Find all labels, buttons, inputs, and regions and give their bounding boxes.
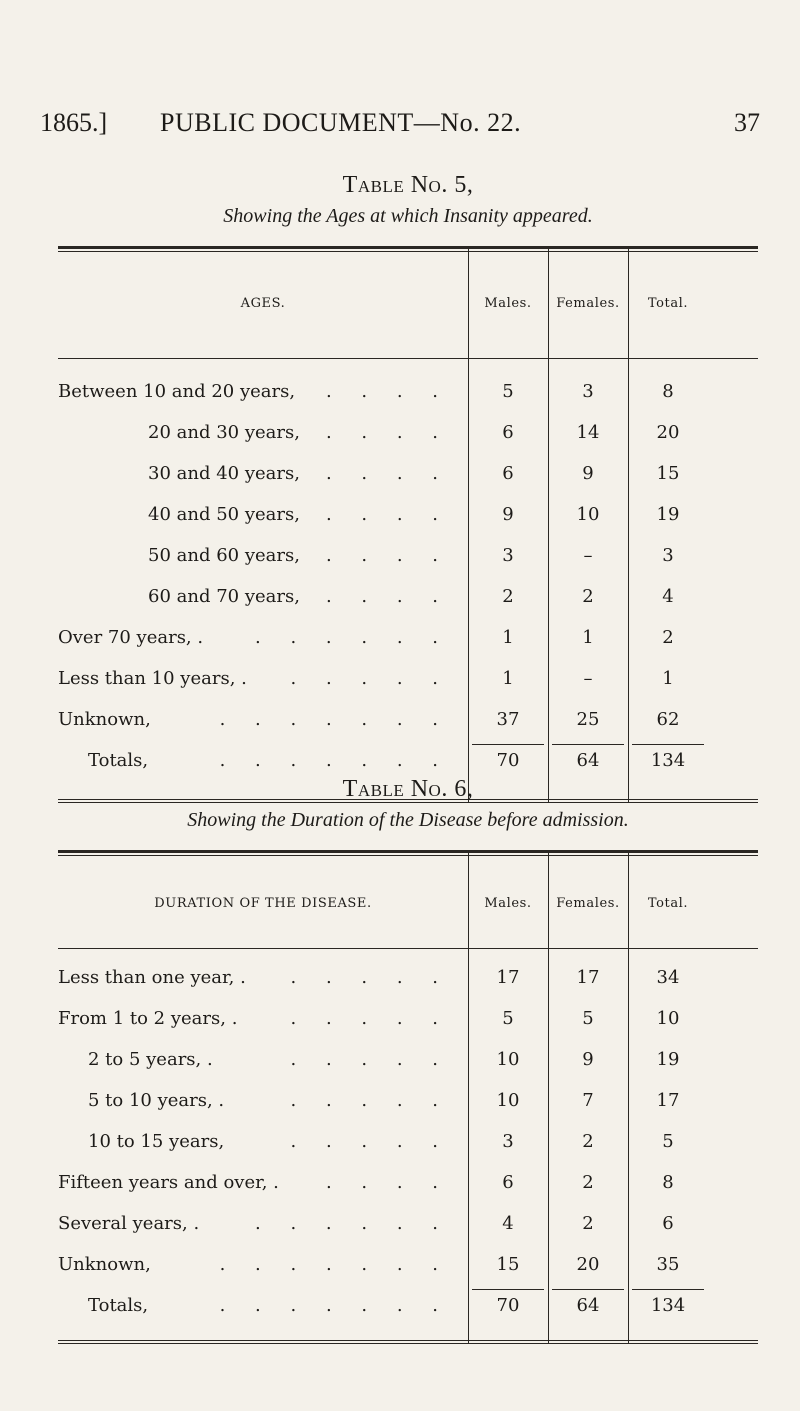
cell-total: 6 — [662, 1213, 674, 1234]
cell-total: 19 — [656, 504, 680, 525]
cell-males: 70 — [496, 750, 520, 771]
cell-females: 2 — [582, 1131, 594, 1152]
cell-females: 20 — [576, 1254, 600, 1275]
column-divider — [628, 246, 629, 803]
cell-males: 37 — [496, 709, 520, 730]
leader-dots: . . . . . — [290, 967, 450, 988]
cell-total: 5 — [662, 1131, 674, 1152]
column-divider — [468, 850, 469, 1344]
row-label: 5 to 10 years, . — [88, 1090, 225, 1111]
cell-males: 4 — [502, 1213, 514, 1234]
row-label: Unknown, — [58, 1254, 151, 1275]
cell-males: 6 — [502, 422, 514, 443]
sum-rule — [552, 744, 624, 745]
sum-rule — [472, 1289, 544, 1290]
row-label: Totals, — [88, 750, 149, 771]
cell-males: 15 — [496, 1254, 520, 1275]
cell-males: 1 — [502, 627, 514, 648]
cell-females: 2 — [582, 586, 594, 607]
cell-total: 20 — [656, 422, 680, 443]
cell-females: 25 — [576, 709, 600, 730]
cell-total: 134 — [650, 1295, 686, 1316]
table-6-header — [58, 856, 758, 948]
leader-dots: . . . . . . . — [219, 1295, 450, 1316]
sum-rule — [632, 744, 704, 745]
table-row — [58, 414, 758, 455]
cell-females: 1 — [582, 627, 594, 648]
table-row — [58, 578, 758, 619]
table-6 — [58, 776, 758, 1344]
row-label: 2 to 5 years, . — [88, 1049, 213, 1070]
leader-dots: . . . . — [325, 463, 450, 484]
column-divider — [548, 246, 549, 803]
cell-females: 2 — [582, 1172, 594, 1193]
leader-dots: . . . . . — [290, 668, 450, 689]
table-6-title: Table No. 6, — [342, 776, 474, 802]
table-row — [58, 1164, 758, 1205]
sum-rule — [632, 1289, 704, 1290]
cell-total: 134 — [650, 750, 686, 771]
table-row — [58, 1041, 758, 1082]
col-header-total: Total. — [647, 296, 689, 311]
col-header-males: Males. — [484, 896, 532, 911]
leader-dots: . . . . . . . — [219, 1254, 450, 1275]
table-row — [58, 373, 758, 414]
leader-dots: . . . . — [325, 381, 450, 402]
running-head — [40, 108, 760, 142]
row-label: 50 and 60 years, — [148, 545, 300, 566]
cell-females: 7 — [582, 1090, 594, 1111]
table-5-title: Table No. 5, — [342, 172, 474, 198]
row-label: 60 and 70 years, — [148, 586, 300, 607]
cell-females: 9 — [582, 1049, 594, 1070]
cell-females: 17 — [576, 967, 600, 988]
cell-males: 3 — [502, 1131, 514, 1152]
sum-rule — [552, 1289, 624, 1290]
row-label: From 1 to 2 years, . — [58, 1008, 238, 1029]
cell-males: 10 — [496, 1049, 520, 1070]
leader-dots: . . . . — [325, 504, 450, 525]
row-label: Between 10 and 20 years, — [58, 381, 296, 402]
row-label: Less than 10 years, . — [58, 668, 247, 689]
table-row — [58, 1205, 758, 1246]
cell-total: 10 — [656, 1008, 680, 1029]
cell-total: 34 — [656, 967, 680, 988]
cell-females: – — [583, 545, 593, 566]
col-header-total: Total. — [647, 896, 689, 911]
cell-females: – — [583, 668, 593, 689]
leader-dots: . . . . . . — [255, 1213, 450, 1234]
column-divider — [628, 850, 629, 1344]
table-6-subtitle: Showing the Duration of the Disease before admission. — [187, 809, 629, 831]
cell-males: 2 — [502, 586, 514, 607]
header-title: PUBLIC DOCUMENT—No. 22. — [160, 108, 522, 137]
cell-total: 1 — [662, 668, 674, 689]
table-5-subtitle: Showing the Ages at which Insanity appeared. — [223, 205, 593, 227]
table-row — [58, 1246, 758, 1287]
col-header-duration: DURATION OF THE DISEASE. — [154, 896, 372, 911]
cell-total: 62 — [656, 709, 680, 730]
row-label: Several years, . — [58, 1213, 200, 1234]
leader-dots: . . . . — [325, 586, 450, 607]
cell-total: 15 — [656, 463, 680, 484]
cell-total: 35 — [656, 1254, 680, 1275]
cell-females: 9 — [582, 463, 594, 484]
cell-females: 14 — [576, 422, 600, 443]
cell-total: 2 — [662, 627, 674, 648]
table-5-header — [58, 252, 758, 358]
cell-total: 4 — [662, 586, 674, 607]
leader-dots: . . . . . — [290, 1008, 450, 1029]
cell-females: 3 — [582, 381, 594, 402]
header-year: 1865.] — [40, 108, 108, 137]
cell-total: 17 — [656, 1090, 680, 1111]
row-label: Less than one year, . — [58, 967, 246, 988]
table-5 — [58, 172, 758, 803]
cell-total: 3 — [662, 545, 674, 566]
row-label: Unknown, — [58, 709, 151, 730]
cell-total: 8 — [662, 1172, 674, 1193]
table-row — [58, 496, 758, 537]
cell-females: 10 — [576, 504, 600, 525]
row-label: 20 and 30 years, — [148, 422, 300, 443]
table-6-grid — [58, 850, 758, 1344]
cell-males: 70 — [496, 1295, 520, 1316]
cell-males: 5 — [502, 381, 514, 402]
column-divider — [548, 850, 549, 1344]
table-row — [58, 660, 758, 701]
table-row — [58, 619, 758, 660]
column-divider — [468, 246, 469, 803]
cell-females: 5 — [582, 1008, 594, 1029]
table-6-body — [58, 959, 758, 1328]
col-header-males: Males. — [484, 296, 532, 311]
cell-females: 64 — [576, 1295, 600, 1316]
cell-males: 17 — [496, 967, 520, 988]
leader-dots: . . . . . — [290, 1090, 450, 1111]
cell-total: 19 — [656, 1049, 680, 1070]
leader-dots: . . . . . . . — [219, 709, 450, 730]
cell-females: 64 — [576, 750, 600, 771]
cell-males: 5 — [502, 1008, 514, 1029]
cell-males: 6 — [502, 1172, 514, 1193]
sum-rule — [472, 744, 544, 745]
col-header-females: Females. — [556, 296, 620, 311]
leader-dots: . . . . . . — [255, 627, 450, 648]
row-label: Fifteen years and over, . — [58, 1172, 279, 1193]
cell-males: 1 — [502, 668, 514, 689]
leader-dots: . . . . — [325, 545, 450, 566]
cell-males: 9 — [502, 504, 514, 525]
table-5-body — [58, 373, 758, 783]
row-label: 10 to 15 years, — [88, 1131, 225, 1152]
cell-males: 10 — [496, 1090, 520, 1111]
table-row — [58, 455, 758, 496]
cell-males: 3 — [502, 545, 514, 566]
leader-dots: . . . . . . . — [219, 750, 450, 771]
totals-row — [58, 1287, 758, 1328]
col-header-ages: AGES. — [240, 296, 286, 311]
page-number: 37 — [734, 108, 760, 137]
table-row — [58, 1082, 758, 1123]
row-label: 30 and 40 years, — [148, 463, 300, 484]
table-row — [58, 959, 758, 1000]
cell-total: 8 — [662, 381, 674, 402]
table-row — [58, 1000, 758, 1041]
table-row — [58, 701, 758, 742]
table-5-grid — [58, 246, 758, 803]
leader-dots: . . . . — [325, 422, 450, 443]
row-label: 40 and 50 years, — [148, 504, 300, 525]
table-row — [58, 537, 758, 578]
row-label: Over 70 years, . — [58, 627, 204, 648]
leader-dots: . . . . . — [290, 1049, 450, 1070]
leader-dots: . . . . — [325, 1172, 450, 1193]
cell-males: 6 — [502, 463, 514, 484]
row-label: Totals, — [88, 1295, 149, 1316]
table-row — [58, 1123, 758, 1164]
cell-females: 2 — [582, 1213, 594, 1234]
col-header-females: Females. — [556, 896, 620, 911]
leader-dots: . . . . . — [290, 1131, 450, 1152]
